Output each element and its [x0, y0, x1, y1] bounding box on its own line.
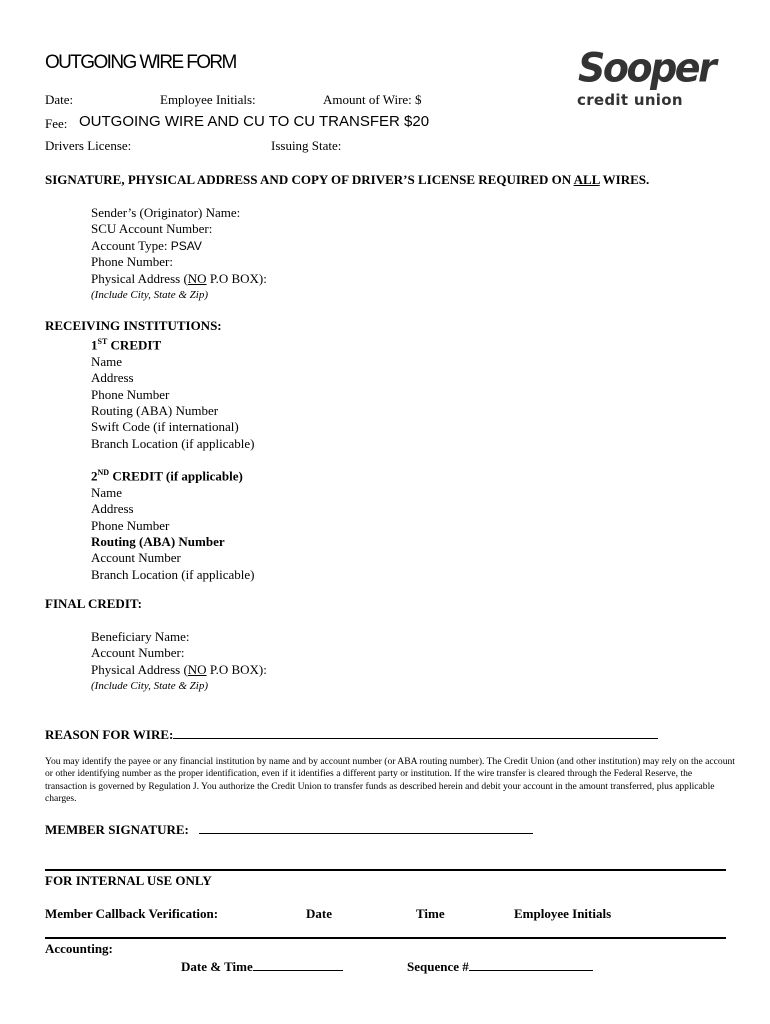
- sender-address-after: P.O BOX):: [206, 270, 267, 286]
- internal-divider-bottom: [45, 937, 726, 939]
- sender-name-label: Sender’s (Originator) Name:: [91, 205, 241, 220]
- notice-text-all: ALL: [573, 172, 600, 187]
- account-type-label: Account Type:: [91, 237, 168, 253]
- notice-text-after: WIRES.: [599, 172, 650, 187]
- beneficiary-name-label: Beneficiary Name:: [91, 629, 190, 644]
- sender-phone-label: Phone Number:: [91, 254, 173, 270]
- first-credit-phone-label: Phone Number: [91, 386, 170, 402]
- final-account-number-label: Account Number:: [91, 645, 185, 661]
- second-credit-name-label: Name: [91, 484, 123, 500]
- final-address-before: Physical Address (: [91, 661, 188, 677]
- first-credit-label: CREDIT: [107, 337, 162, 353]
- reason-for-wire-label: REASON FOR WIRE:: [45, 727, 174, 742]
- sender-address-label: [91, 271, 267, 287]
- first-credit-section: [91, 334, 255, 452]
- member-callback-label: Member Callback Verification:: [45, 906, 219, 921]
- accounting-label: Accounting:: [45, 941, 113, 956]
- sender-address-no: NO: [187, 270, 207, 286]
- first-credit-num: 1: [91, 337, 98, 353]
- notice-text-before: SIGNATURE, PHYSICAL ADDRESS AND COPY OF DRIVER’S LICENSE REQUIRED ON: [45, 172, 574, 187]
- second-credit-routing-label: Routing (ABA) Number: [91, 533, 225, 549]
- first-credit-sup: ST: [97, 337, 108, 346]
- final-address-note: (Include City, State & Zip): [91, 680, 209, 693]
- second-credit-num: 2: [91, 468, 98, 484]
- second-credit-address-label: Address: [91, 501, 134, 517]
- scu-account-number-label: SCU Account Number:: [91, 221, 213, 237]
- internal-divider-top: [45, 869, 726, 871]
- fee-value: OUTGOING WIRE AND CU TO CU TRANSFER $20: [79, 113, 430, 130]
- first-credit-heading: [91, 334, 255, 354]
- final-address-no: NO: [187, 661, 207, 677]
- final-address-after: P.O BOX):: [206, 661, 267, 677]
- callback-time-label: Time: [416, 906, 445, 921]
- sequence-line[interactable]: [469, 958, 593, 971]
- date-label: Date:: [45, 92, 74, 107]
- fee-label: Fee:: [45, 116, 68, 131]
- first-credit-name-label: Name: [91, 353, 123, 369]
- second-credit-label: CREDIT (if applicable): [109, 468, 243, 484]
- issuing-state-label: Issuing State:: [271, 138, 342, 153]
- date-time-row: [181, 958, 343, 975]
- second-credit-phone-label: Phone Number: [91, 517, 170, 533]
- final-credit-heading: FINAL CREDIT:: [45, 596, 142, 611]
- account-type-row: [91, 238, 267, 254]
- reason-for-wire-row: [45, 726, 658, 743]
- reason-for-wire-line[interactable]: [173, 726, 658, 739]
- amount-of-wire-label: Amount of Wire: $: [323, 92, 422, 107]
- first-credit-swift-label: Swift Code (if international): [91, 419, 239, 435]
- employee-initials-label: Employee Initials:: [160, 92, 256, 107]
- credit-union-logo-text: credit union: [577, 91, 683, 109]
- final-credit-section: [91, 629, 267, 695]
- second-credit-section: [91, 465, 255, 583]
- first-credit-routing-label: Routing (ABA) Number: [91, 402, 219, 418]
- sequence-label: Sequence #: [407, 959, 469, 974]
- authorization-disclaimer: You may identify the payee or any financial institution by name and by account number (or ABA routing number). The Credit Union (and other institution) may rely on the account or other identifying number as the proper identification, even if it identifies a different party or institution. If the wire transfer is cleared through the Federal Reserve, the transaction is governed by Regulation J. You authorize the Credit Union to transfer funds as described herein and debit your account in the amount transferred, plus applicable charges.: [45, 756, 735, 805]
- first-credit-branch-label: Branch Location (if applicable): [91, 435, 255, 451]
- callback-date-label: Date: [306, 906, 332, 921]
- first-credit-address-label: Address: [91, 370, 134, 386]
- internal-use-heading: FOR INTERNAL USE ONLY: [45, 873, 212, 888]
- drivers-license-label: Drivers License:: [45, 138, 132, 153]
- final-address-label: [91, 662, 267, 678]
- member-signature-row: [45, 821, 533, 838]
- form-title: OUTGOING WIRE FORM: [45, 52, 236, 73]
- sender-address-before: Physical Address (: [91, 270, 188, 286]
- second-credit-branch-label: Branch Location (if applicable): [91, 566, 255, 582]
- member-signature-line[interactable]: [199, 821, 533, 834]
- receiving-institutions-heading: RECEIVING INSTITUTIONS:: [45, 318, 222, 333]
- required-notice: [45, 172, 649, 188]
- date-time-label: Date & Time: [181, 959, 253, 974]
- sooper-logo-wordmark: Sooper: [578, 44, 715, 92]
- date-time-line[interactable]: [253, 958, 343, 971]
- sender-section: [91, 205, 267, 303]
- sequence-row: [407, 958, 593, 975]
- member-signature-label: MEMBER SIGNATURE:: [45, 822, 189, 837]
- second-credit-sup: ND: [97, 468, 110, 477]
- second-credit-heading: [91, 465, 255, 485]
- account-type-value: PSAV: [170, 238, 202, 253]
- second-credit-account-label: Account Number: [91, 550, 181, 566]
- sender-address-note: (Include City, State & Zip): [91, 289, 209, 302]
- callback-employee-initials-label: Employee Initials: [514, 906, 612, 921]
